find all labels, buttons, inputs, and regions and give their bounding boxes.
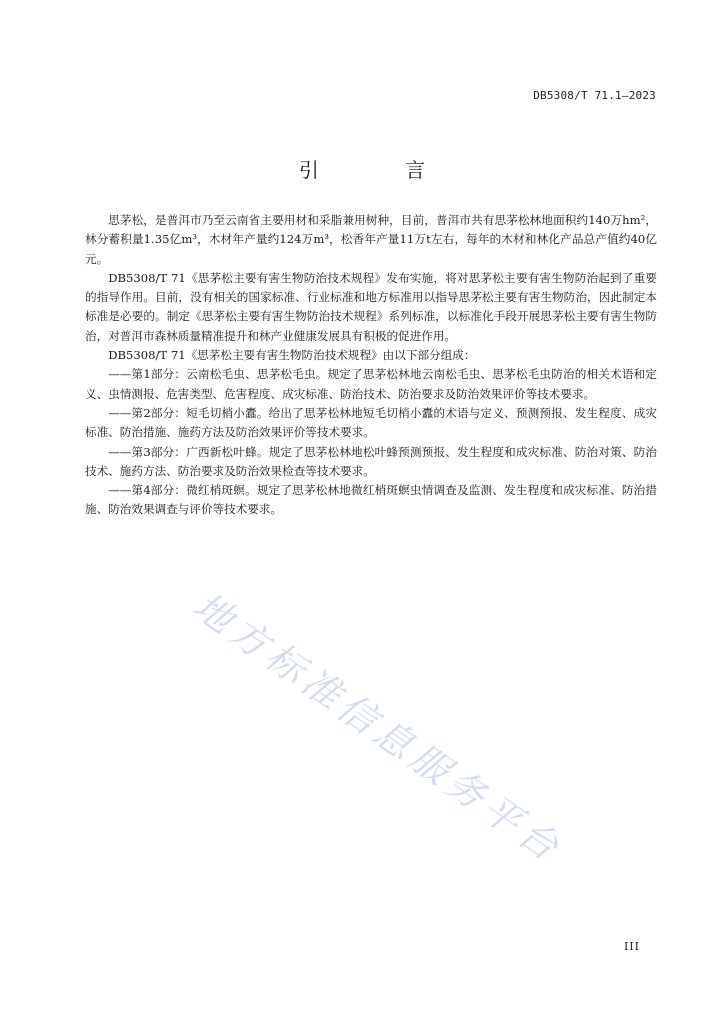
page-title: 引 言 xyxy=(298,158,466,182)
watermark: 地方标准信息服务平台 xyxy=(185,583,571,873)
paragraph-part-3: ——第3部分：广西新松叶蜂。规定了思茅松林地松叶蜂预测预报、发生程度和成灾标准、防治对策、防治技术、施药方法、防治要求及防治效果检查等技术要求。 xyxy=(85,444,657,478)
document-code: DB5308/T 71.1—2023 xyxy=(533,89,656,102)
paragraph-part-2: ——第2部分：短毛切梢小蠹。给出了思茅松林地短毛切梢小蠹的术语与定义、预测预报、发生程度、成灾标准、防治措施、施药方法及防治效果评价等技术要求。 xyxy=(85,405,657,440)
document-body xyxy=(85,211,657,520)
paragraph-part-4: ——第4部分：微红梢斑螟。规定了思茅松林地微红梢斑螟虫情调查及监测、发生程度和成灾标准、防治措施、防治效果调查与评价等技术要求。 xyxy=(85,483,657,517)
paragraph-purpose: DB5308/T 71《思茅松主要有害生物防治技术规程》发布实施，将对思茅松主要有害生物防治起到了重要的指导作用。目前，没有相关的国家标准、行业标准和地方标准用以指导思茅松主要有害生物防治，因此制定本标准是必要的。制定《思茅松主要有害生物防治技术规程》系列标准，以标准化手段开展思茅松主要有害生物防治，对普洱市森林质量精准提升和林产业健康发展具有积极的促进作用。 xyxy=(85,270,657,343)
paragraph-intro: 思茅松，是普洱市乃至云南省主要用材和采脂兼用树种，目前，普洱市共有思茅松林地面积约140万hm²，林分蓄积量1.35亿m³，木材年产量约124万m³，松香年产量11万t左右，每年的木材和林化产品总产值约40亿元。 xyxy=(85,213,657,266)
page-number: III xyxy=(623,940,640,953)
paragraph-parts-intro: DB5308/T 71《思茅松主要有害生物防治技术规程》由以下部分组成： xyxy=(108,348,476,363)
paragraph-part-1: ——第1部分：云南松毛虫、思茅松毛虫。规定了思茅松林地云南松毛虫、思茅松毛虫防治的相关术语和定义、虫情测报、危害类型、危害程度、成灾标准、防治技术、防治要求及防治效果评价等技术要求。 xyxy=(85,367,657,401)
